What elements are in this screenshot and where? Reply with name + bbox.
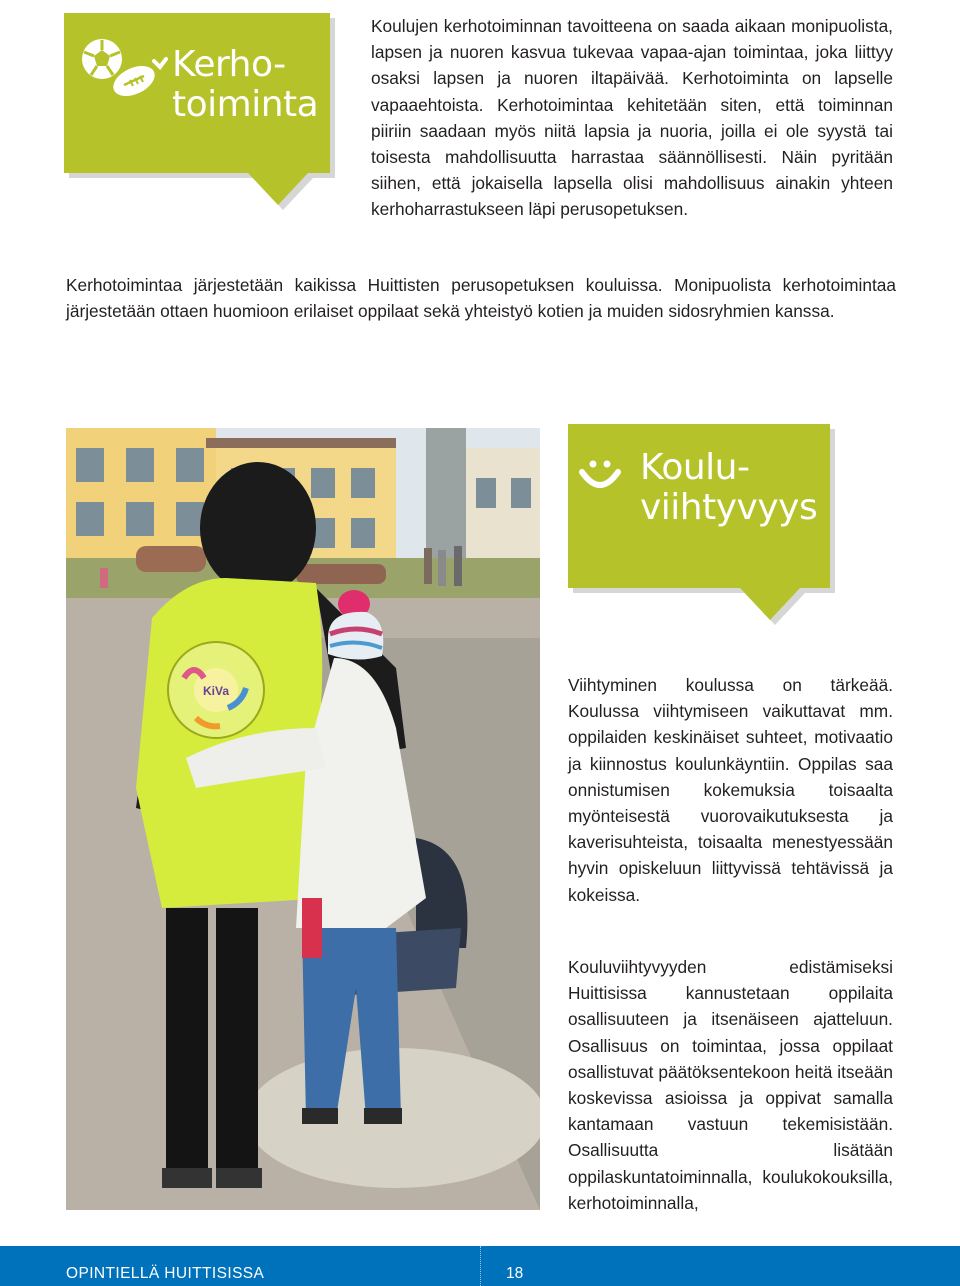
footer-publication-title: OPINTIELLÄ HUITTISISSA (66, 1265, 265, 1282)
smiley-icon (576, 448, 624, 496)
badge-tail (248, 173, 308, 205)
vest-logo-text: KiVa (203, 684, 230, 698)
ball-icon (78, 35, 168, 105)
kouluviihtyvyys-paragraph-1: Viihtyminen koulussa on tärkeää. Koulussa viihtymiseen vaikuttavat mm. oppilaiden keskinäiset suhteet, motivaatio ja kiinnostus koulunkäyntiin. Oppilas saa onnistumisen kokemuksia toisaalta myönteisestä vuorovaikutuksesta ja kaverisuhteista, toisaalta menestyessään hyvin opiskeluun liittyvissä tehtävissä ja kokeissa. (568, 675, 893, 905)
badge-tail (740, 588, 800, 620)
kouluviihtyvyys-heading-badge (568, 424, 830, 588)
title-line-2: viihtyvyys (640, 487, 818, 528)
kerhotoiminta-title (172, 45, 318, 125)
school-yard-photo (66, 428, 540, 1210)
title-line-1: Koulu- (640, 447, 750, 488)
footer-divider (480, 1246, 482, 1286)
page-number: 18 (506, 1265, 524, 1282)
kouluviihtyvyys-title (640, 448, 817, 528)
title-line-2: toiminta (172, 84, 319, 125)
kerhotoiminta-heading-badge (64, 13, 330, 173)
kerhotoiminta-intro-paragraph: Koulujen kerhotoiminnan tavoitteena on saada aikaan monipuolista, lapsen ja nuoren kasvua tukevaa vapaa-ajan toimintaa, joka liittyy osaksi lapsen ja nuoren iltapäivää. Kerhotoiminta on lapselle vapaaehtoista. Kerhotoimintaa kehitetään siten, että toiminnan piiriin saadaan myös niitä lapsia ja nuoria, joilla ei ole syystä tai toisesta mahdollisuutta harrastaa säännöllisesti. Näin pyritään siihen, että jokaisella lapsella olisi mahdollisuus ainakin yhteen kerhoharrastukseen läpi perusopetuksen. (371, 16, 893, 220)
kerhotoiminta-general-paragraph: Kerhotoimintaa järjestetään kaikissa Huittisten perusopetuksen kouluissa. Monipuolista kerhotoimintaa järjestetään ottaen huomioon erilaiset oppilaat sekä yhteistyö kotien ja muiden sidosryhmien kanssa. (66, 275, 896, 322)
title-line-1: Kerho- (172, 44, 286, 85)
kouluviihtyvyys-paragraph-2: Kouluviihtyvyyden edistämiseksi Huittisissa kannustetaan oppilaita osallisuuteen ja itsenäiseen ajatteluun. Osallisuus on toimintaa, jossa oppilaat osallistuvat päätöksentekoon heitä itseään koskevissa asioissa ja oppivat samalla kantamaan vastuun tekemisistään. Osallisuutta lisätään oppilaskuntatoiminnalla, koulukokouksilla, kerhotoiminnalla, (568, 957, 893, 1213)
page-footer (0, 1246, 960, 1286)
